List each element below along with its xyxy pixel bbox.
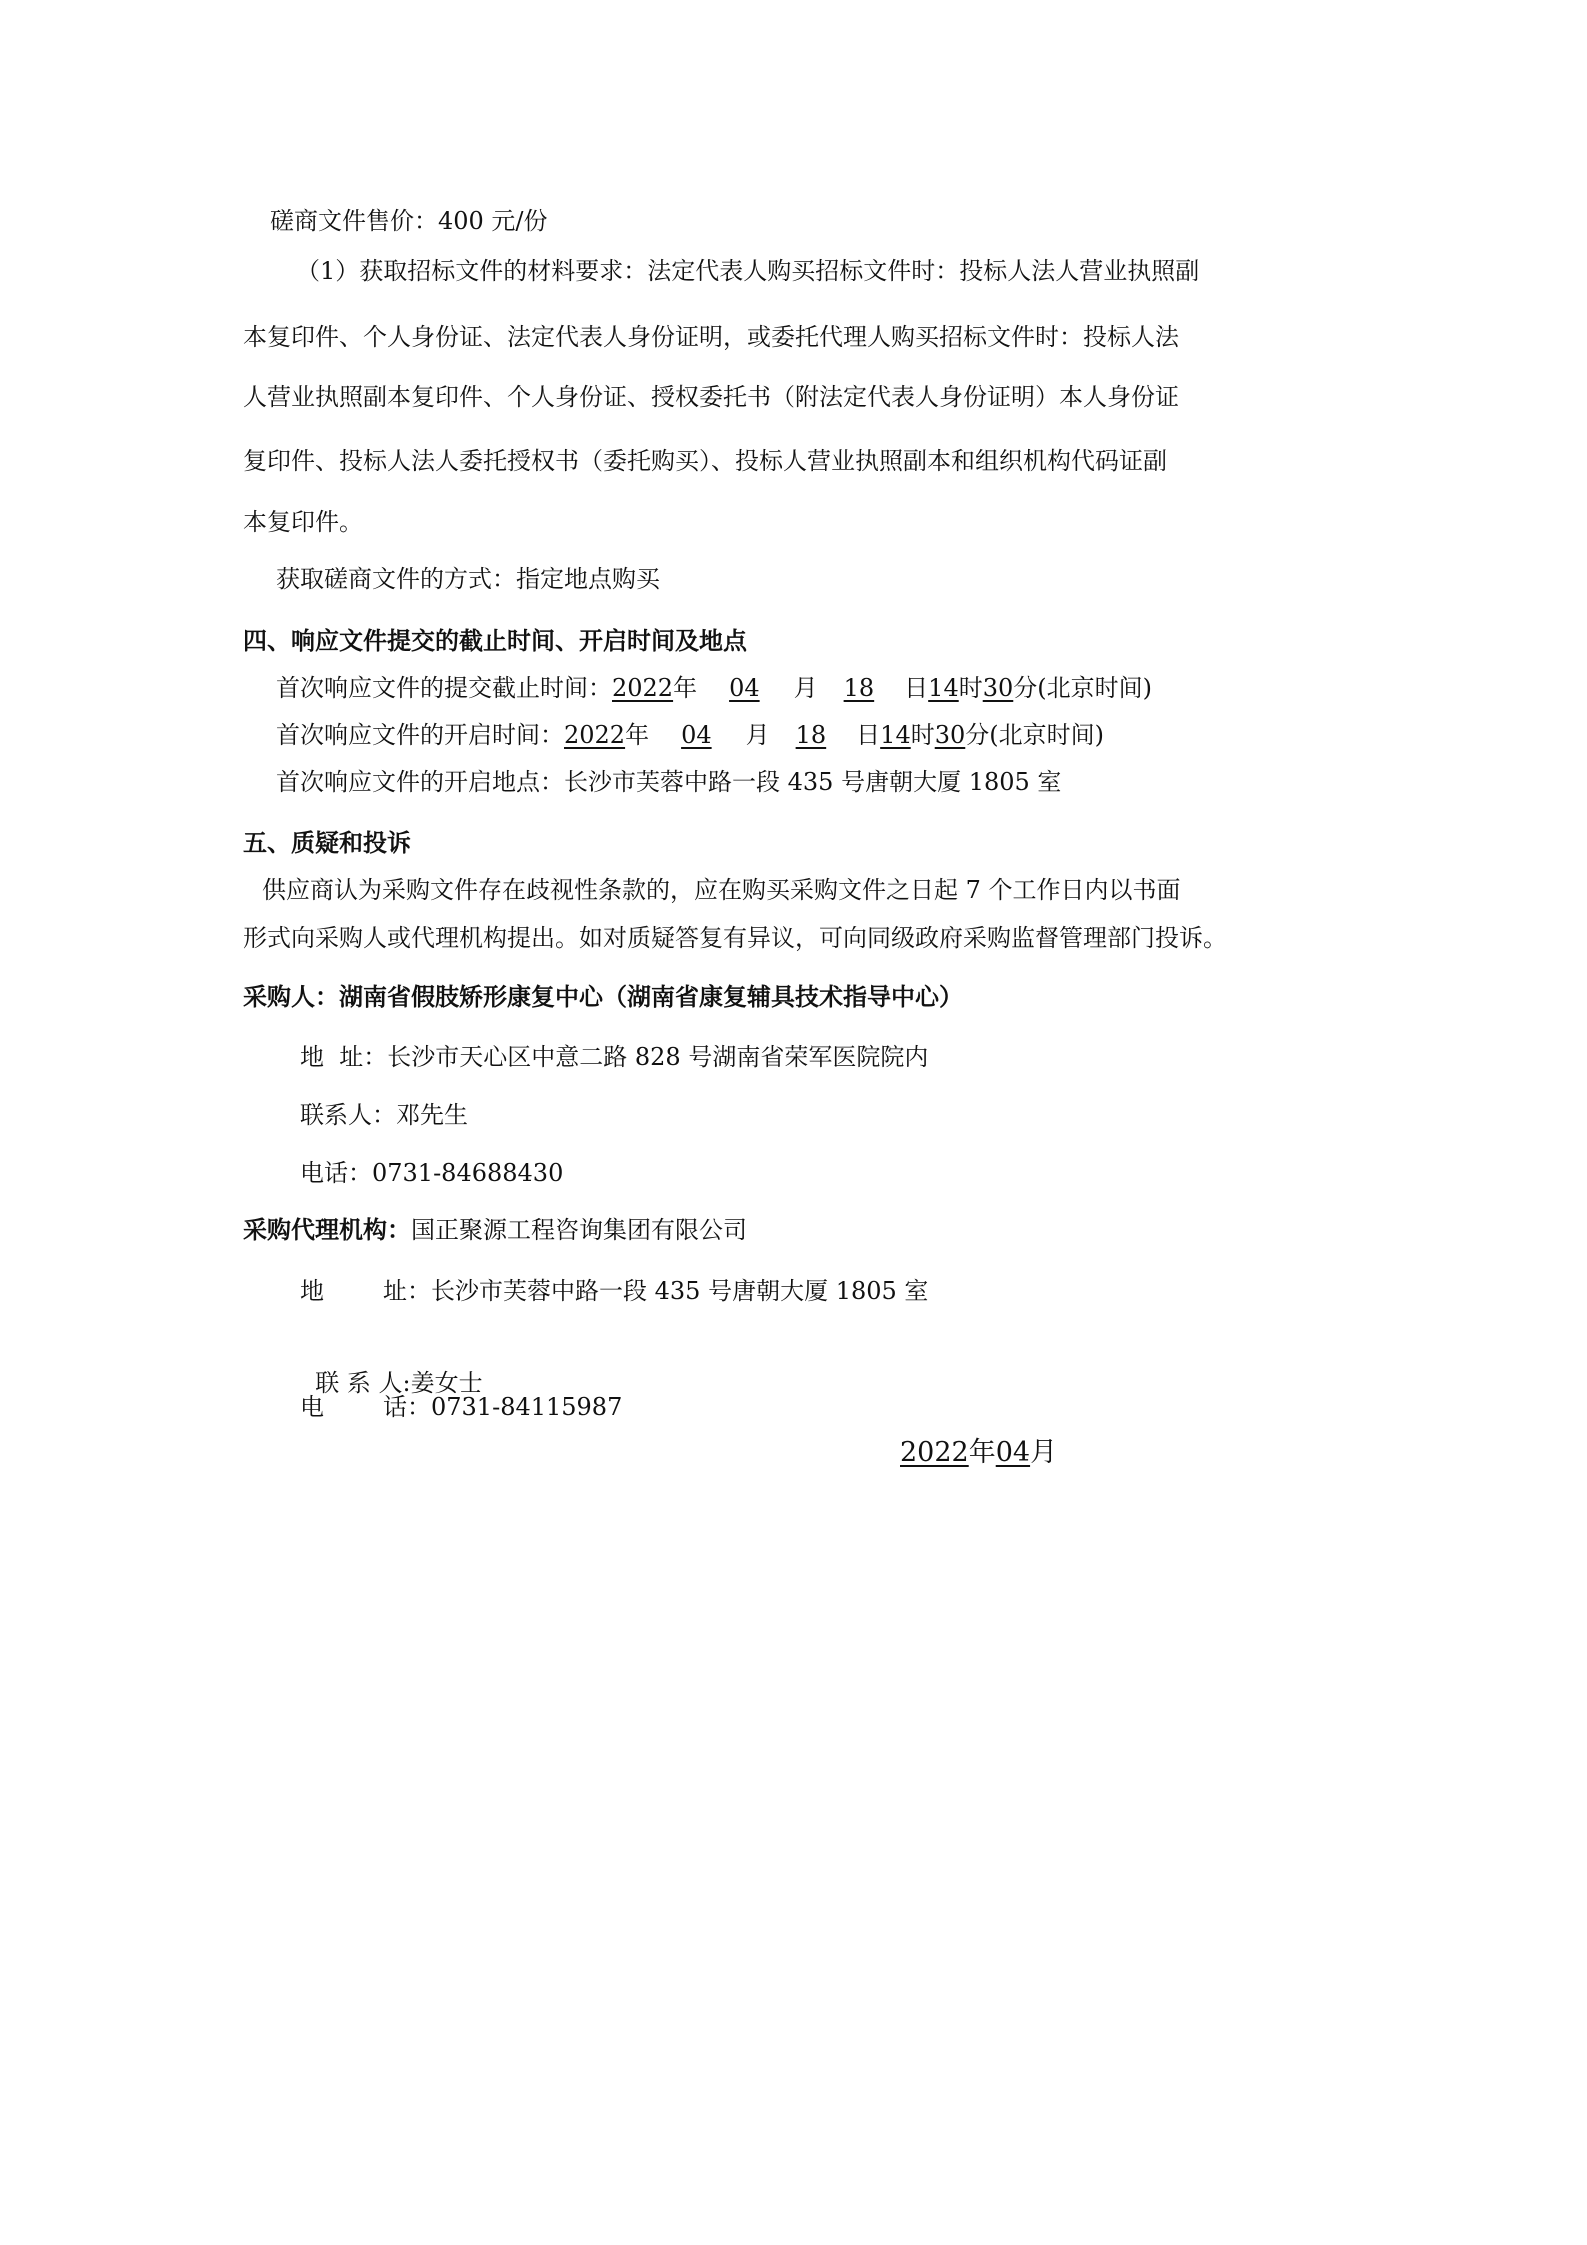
date-month-unit: 月 — [1030, 1437, 1058, 1468]
opening-hour: 14 — [880, 721, 911, 749]
opening-day-unit: 日 — [856, 721, 881, 749]
deadline-year-unit: 年 — [673, 674, 698, 702]
purchaser-phone: 电话：0731-84688430 — [300, 1159, 564, 1187]
section5-heading: 五、质疑和投诉 — [243, 829, 411, 857]
deadline-hour: 14 — [928, 674, 959, 702]
complaint-line-1: 供应商认为采购文件存在歧视性条款的，应在购买采购文件之日起 7 个工作日内以书面 — [262, 876, 1181, 904]
deadline-minute: 30 — [982, 674, 1014, 702]
section4-heading: 四、响应文件提交的截止时间、开启时间及地点 — [243, 627, 747, 655]
date-year: 2022 — [900, 1437, 969, 1468]
agency-address-value: 长沙市芙蓉中路一段 435 号唐朝大厦 1805 室 — [431, 1277, 929, 1305]
materials-line-5: 本复印件。 — [243, 508, 363, 536]
opening-line — [276, 718, 1104, 752]
agency-address-label: 地 — [300, 1277, 324, 1305]
materials-line-3: 人营业执照副本复印件、个人身份证、授权委托书（附法定代表人身份证明）本人身份证 — [243, 383, 1179, 411]
purchaser-address: 地 址：长沙市天心区中意二路 828 号湖南省荣军医院院内 — [300, 1043, 929, 1071]
document-date — [900, 1436, 1057, 1470]
date-year-unit: 年 — [968, 1437, 996, 1468]
deadline-hour-unit: 时 — [958, 674, 983, 702]
date-month: 04 — [995, 1437, 1031, 1468]
materials-line-1: （1）获取招标文件的材料要求：法定代表人购买招标文件时：投标人法人营业执照副 — [296, 257, 1200, 285]
opening-location-line: 首次响应文件的开启地点：长沙市芙蓉中路一段 435 号唐朝大厦 1805 室 — [276, 768, 1062, 796]
agency-name: 国正聚源工程咨询集团有限公司 — [411, 1216, 747, 1244]
deadline-day: 18 — [843, 674, 875, 702]
price-line: 磋商文件售价：400 元/份 — [270, 207, 548, 235]
opening-hour-unit: 时 — [910, 721, 935, 749]
agency-contact-label: 联 系 人: — [315, 1369, 411, 1397]
deadline-prefix: 首次响应文件的提交截止时间： — [276, 674, 612, 702]
agency-phone-value: 0731-84115987 — [431, 1393, 623, 1421]
deadline-month: 04 — [729, 674, 760, 702]
deadline-month-unit: 月 — [793, 674, 818, 702]
opening-prefix: 首次响应文件的开启时间： — [276, 721, 564, 749]
agency-contact-value: 姜女士 — [410, 1369, 483, 1397]
deadline-day-unit: 日 — [904, 674, 929, 702]
complaint-line-2: 形式向采购人或代理机构提出。如对质疑答复有异议，可向同级政府采购监督管理部门投诉。 — [243, 924, 1227, 952]
purchaser-heading: 采购人：湖南省假肢矫形康复中心（湖南省康复辅具技术指导中心） — [243, 983, 963, 1011]
agency-phone-label: 电 — [300, 1393, 324, 1421]
agency-address-label-2: 址： — [383, 1277, 431, 1305]
opening-minute-unit: 分(北京时间) — [965, 721, 1104, 749]
materials-line-2: 本复印件、个人身份证、法定代表人身份证明，或委托代理人购买招标文件时：投标人法 — [243, 323, 1179, 351]
agency-line — [243, 1213, 747, 1247]
opening-month-unit: 月 — [745, 721, 770, 749]
agency-label: 采购代理机构： — [243, 1216, 411, 1244]
deadline-year: 2022 — [612, 674, 674, 702]
deadline-minute-unit: 分(北京时间) — [1013, 674, 1152, 702]
method-line: 获取磋商文件的方式：指定地点购买 — [276, 565, 660, 593]
opening-minute: 30 — [934, 721, 966, 749]
opening-year-unit: 年 — [625, 721, 650, 749]
agency-phone-label-2: 话： — [383, 1393, 431, 1421]
materials-line-4: 复印件、投标人法人委托授权书（委托购买）、投标人营业执照副本和组织机构代码证副 — [243, 447, 1167, 475]
opening-month: 04 — [681, 721, 712, 749]
deadline-line — [276, 671, 1152, 705]
agency-phone — [300, 1390, 622, 1424]
opening-year: 2022 — [564, 721, 626, 749]
agency-address — [300, 1274, 928, 1308]
opening-day: 18 — [795, 721, 827, 749]
purchaser-contact: 联系人：邓先生 — [300, 1101, 468, 1129]
